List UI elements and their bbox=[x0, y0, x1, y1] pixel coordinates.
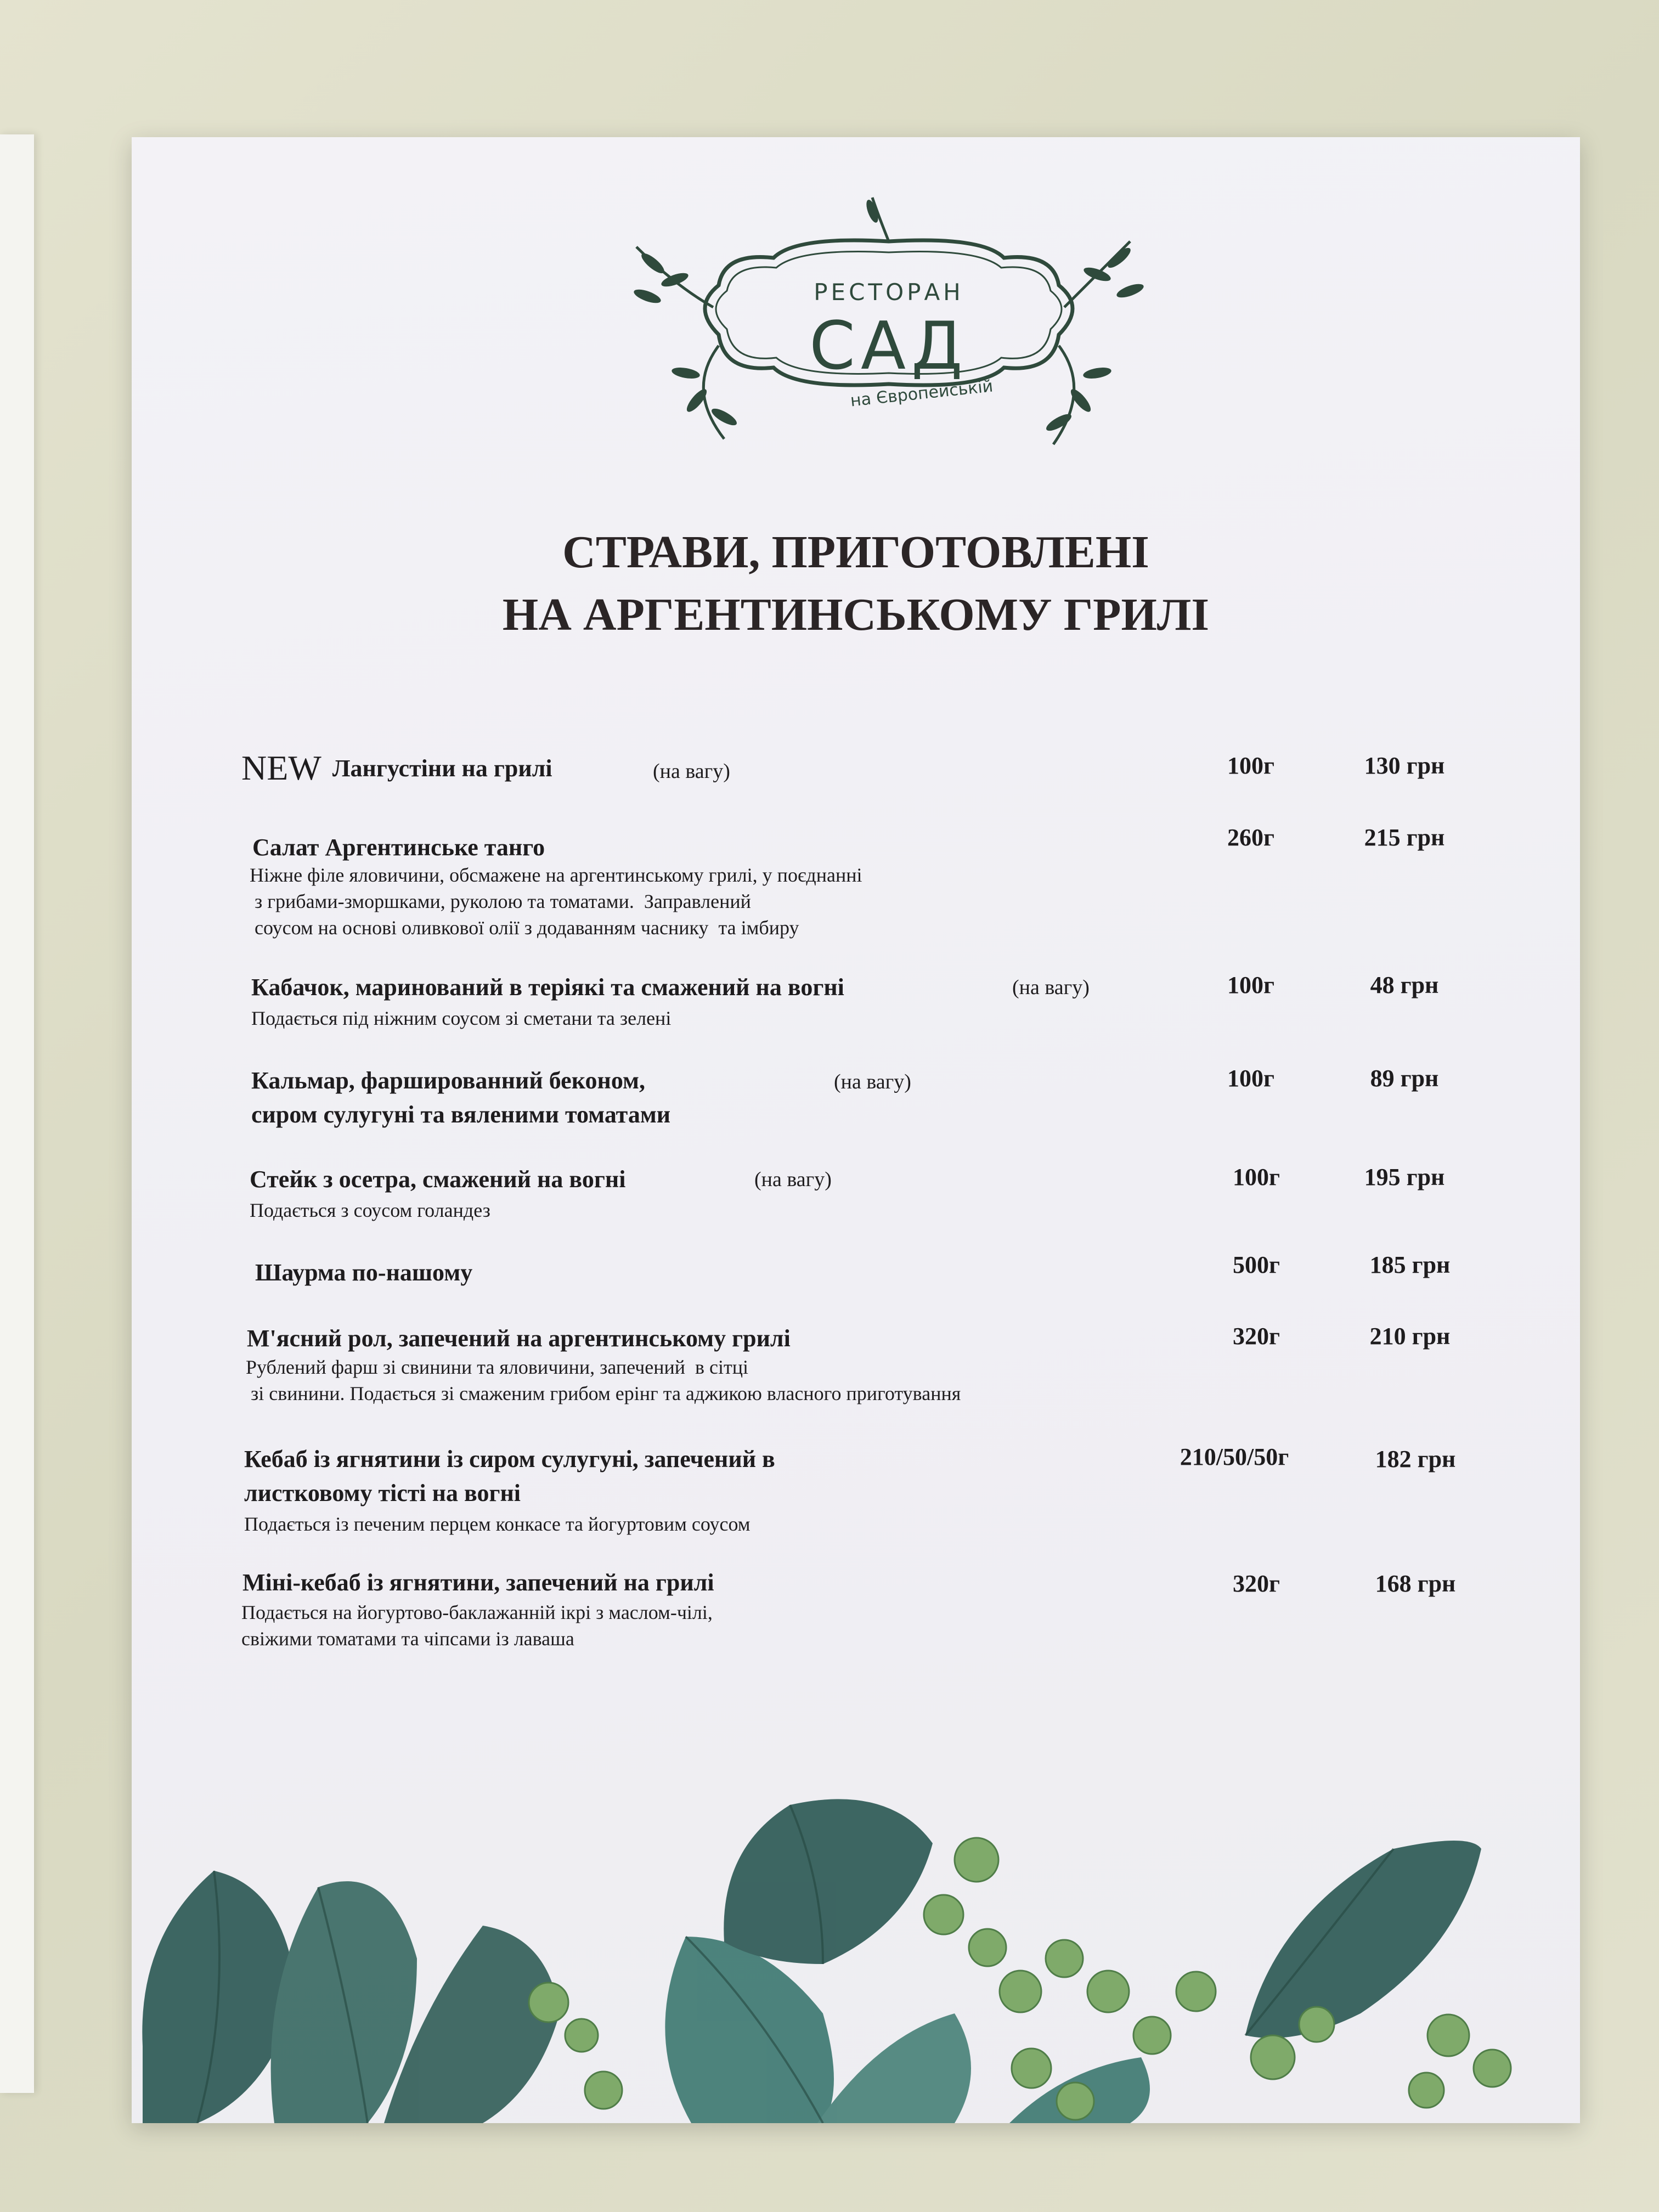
item-note: (на вагу) bbox=[653, 760, 730, 783]
item-name: Міні-кебаб із ягнятини, запечений на грилі bbox=[242, 1569, 714, 1596]
item-weight: 320г bbox=[1233, 1570, 1280, 1597]
item-name: Лангустіни на грилі bbox=[332, 755, 552, 782]
item-name-line-2: листковому тісті на вогні bbox=[244, 1480, 521, 1506]
item-note: (на вагу) bbox=[754, 1168, 832, 1191]
item-description: Подається з соусом голандез bbox=[250, 1199, 490, 1221]
item-name: М'ясний рол, запечений на аргентинському грилі bbox=[247, 1325, 791, 1352]
item-name: Кебаб із ягнятини із сиром сулугуні, запечений в bbox=[244, 1446, 775, 1472]
page-title bbox=[132, 521, 1580, 646]
menu-page bbox=[132, 137, 1580, 2123]
item-name: Кальмар, фаршированний беконом, bbox=[251, 1067, 645, 1094]
logo-main-text: САД bbox=[809, 308, 968, 385]
item-description: Ніжне філе яловичини, обсмажене на аргентинському грилі, у поєднанні з грибами-зморшками, руколою та томатами. Заправлений соусом на основі оливкової олії з додаванням часнику та імбиру bbox=[250, 864, 862, 939]
item-name: Шаурма по-нашому bbox=[255, 1259, 473, 1286]
item-weight: 100г bbox=[1227, 972, 1274, 998]
item-price: 210 грн bbox=[1369, 1323, 1451, 1350]
item-weight: 500г bbox=[1233, 1251, 1280, 1278]
restaurant-logo bbox=[614, 181, 1163, 477]
item-description: Подається під ніжним соусом зі сметани та зелені bbox=[251, 1007, 672, 1029]
item-weight: 100г bbox=[1227, 1065, 1274, 1092]
item-price: 195 грн bbox=[1364, 1164, 1445, 1190]
title-line-1: СТРАВИ, ПРИГОТОВЛЕНІ bbox=[562, 527, 1149, 578]
logo-top-text: РЕСТОРАН bbox=[814, 279, 964, 306]
item-weight: 320г bbox=[1233, 1323, 1280, 1350]
new-tag: NEW bbox=[241, 748, 321, 787]
item-price: 185 грн bbox=[1369, 1251, 1451, 1278]
item-description: Подається на йогуртово-баклажанній ікрі з маслом-чілі, свіжими томатами та чіпсами із лаваша bbox=[241, 1601, 713, 1650]
item-weight: 210/50/50г bbox=[1180, 1443, 1289, 1470]
item-name: Салат Аргентинське танго bbox=[252, 834, 545, 861]
watercolor-leaves-decoration bbox=[132, 1706, 1580, 2123]
item-price: 89 грн bbox=[1370, 1065, 1439, 1092]
item-weight: 100г bbox=[1227, 752, 1274, 779]
item-weight: 260г bbox=[1227, 824, 1274, 851]
logo-sub-text: на Європейській bbox=[849, 376, 994, 411]
item-note: (на вагу) bbox=[834, 1070, 911, 1093]
item-price: 215 грн bbox=[1364, 824, 1445, 851]
item-description: Подається із печеним перцем конкасе та йогуртовим соусом bbox=[244, 1513, 751, 1535]
item-weight: 100г bbox=[1233, 1164, 1280, 1190]
item-note: (на вагу) bbox=[1012, 976, 1090, 999]
item-name-line-2: сиром сулугуні та вяленими томатами bbox=[251, 1101, 671, 1128]
title-line-2: НА АРГЕНТИНСЬКОМУ ГРИЛІ bbox=[502, 589, 1210, 640]
item-price: 182 грн bbox=[1375, 1446, 1456, 1472]
item-price: 48 грн bbox=[1370, 972, 1439, 998]
item-name: Стейк з осетра, смажений на вогні bbox=[250, 1166, 626, 1193]
adjacent-paper-sheet bbox=[0, 134, 34, 2093]
item-name: Кабачок, маринований в теріякі та смажений на вогні bbox=[251, 974, 844, 1001]
item-price: 168 грн bbox=[1375, 1570, 1456, 1597]
item-description: Рублений фарш зі свинини та яловичини, запечений в сітці зі свинини. Подається зі смаженим грибом ерінг та аджикою власного приготування bbox=[246, 1356, 961, 1404]
item-price: 130 грн bbox=[1364, 752, 1445, 779]
